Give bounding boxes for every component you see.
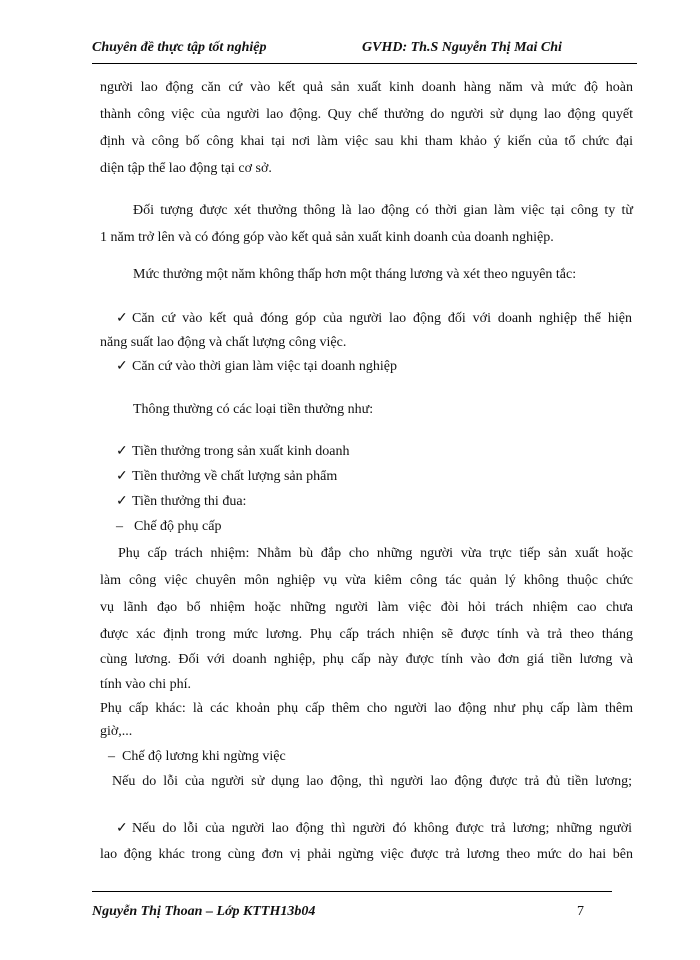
dash-item — [108, 748, 286, 766]
bullet-item — [116, 468, 337, 486]
text-line: Mức thưởng một năm không thấp hơn một tháng lương và xét theo nguyên tắc: — [133, 267, 577, 282]
bullet-item — [116, 493, 246, 511]
bullet-text: Căn cứ vào thời gian làm việc tại doanh nghiệp — [132, 359, 397, 374]
bullet-text: Tiền thưởng về chất lượng sản phẩm — [132, 469, 338, 484]
page-footer — [92, 904, 612, 920]
footer-rule — [92, 891, 612, 892]
footer-author: Nguyễn Thị Thoan – Lớp KTTH13b04 — [92, 904, 316, 919]
check-icon: ✓ — [116, 311, 128, 326]
check-icon: ✓ — [116, 469, 128, 484]
text-line: năng suất lao động và chất lượng công việc. — [100, 335, 347, 350]
header-rule — [92, 63, 637, 64]
text-line: 1 năm trở lên và có đóng góp vào kết quả sản xuất kinh doanh của doanh nghiệp. — [100, 230, 554, 245]
header-title: Chuyên đề thực tập tốt nghiệp — [92, 40, 267, 55]
header-supervisor: GVHD: Th.S Nguyễn Thị Mai Chi — [362, 40, 562, 55]
text-line: Thông thường có các loại tiền thưởng như: — [133, 402, 374, 417]
bullet-text: Nếu do lỗi của người lao động thì người đó không được trả lương; những người — [132, 821, 632, 836]
check-icon: ✓ — [116, 821, 128, 836]
text-line: thành công việc của người lao động. Quy chế thưởng do người sử dụng lao động quyết — [100, 107, 633, 122]
bullet-item — [116, 310, 632, 328]
text-line: vụ lãnh đạo bổ nhiệm hoặc những người làm việc đòi hỏi trách nhiệm cao chưa — [100, 600, 633, 615]
text-line: Phụ cấp khác: là các khoản phụ cấp thêm cho người lao động như phụ cấp làm thêm — [100, 701, 633, 716]
check-icon: ✓ — [116, 494, 128, 509]
check-icon: ✓ — [116, 359, 128, 374]
dash-text: Chế độ lương khi ngừng việc — [122, 749, 286, 764]
page-number: 7 — [577, 904, 584, 919]
text-line: Phụ cấp trách nhiệm: Nhằm bù đắp cho những người vừa trực tiếp sản xuất hoặc — [118, 546, 633, 561]
bullet-text: Tiền thưởng trong sản xuất kinh doanh — [132, 444, 350, 459]
bullet-item — [116, 443, 349, 461]
text-line: định và công bố công khai tại nơi làm việc sau khi tham khảo ý kiến của tổ chức đại — [100, 134, 633, 149]
bullet-text: Căn cứ vào kết quả đóng góp của người lao động đối với doanh nghiệp thể hiện — [132, 311, 632, 326]
dash-item — [116, 518, 221, 536]
check-icon: ✓ — [116, 444, 128, 459]
bullet-item — [116, 820, 632, 838]
text-line: làm công việc chuyên môn nghiệp vụ vừa kiêm công tác quản lý không thuộc chức — [100, 573, 633, 588]
text-line: người lao động căn cứ vào kết quả sản xuất kinh doanh hàng năm và mức độ hoàn — [100, 80, 633, 95]
dash-marker: – — [108, 749, 115, 764]
text-line: diện tập thể lao động tại cơ sở. — [100, 161, 272, 176]
text-line: lao động khác trong cùng đơn vị phải ngừng việc được trả lương theo mức do hai bên — [100, 847, 633, 862]
dash-marker: – — [116, 519, 123, 534]
text-line: tính vào chi phí. — [100, 677, 191, 692]
page-header — [92, 40, 632, 62]
bullet-text: Tiền thưởng thi đua: — [132, 494, 247, 509]
text-line: được xác định trong mức lương. Phụ cấp trách nhiện sẽ được tính và trả theo tháng — [100, 627, 633, 642]
dash-text: Chế độ phụ cấp — [134, 519, 222, 534]
text-line: Đối tượng được xét thưởng thông là lao động có thời gian làm việc tại công ty từ — [133, 203, 633, 218]
bullet-item — [116, 358, 397, 376]
text-line: cùng lương. Đối với doanh nghiệp, phụ cấp này được tính vào đơn giá tiền lương và — [100, 652, 633, 667]
text-line: giờ,... — [100, 724, 133, 739]
text-line: Nếu do lỗi của người sử dụng lao động, thì người lao động được trả đủ tiền lương; — [112, 774, 632, 789]
